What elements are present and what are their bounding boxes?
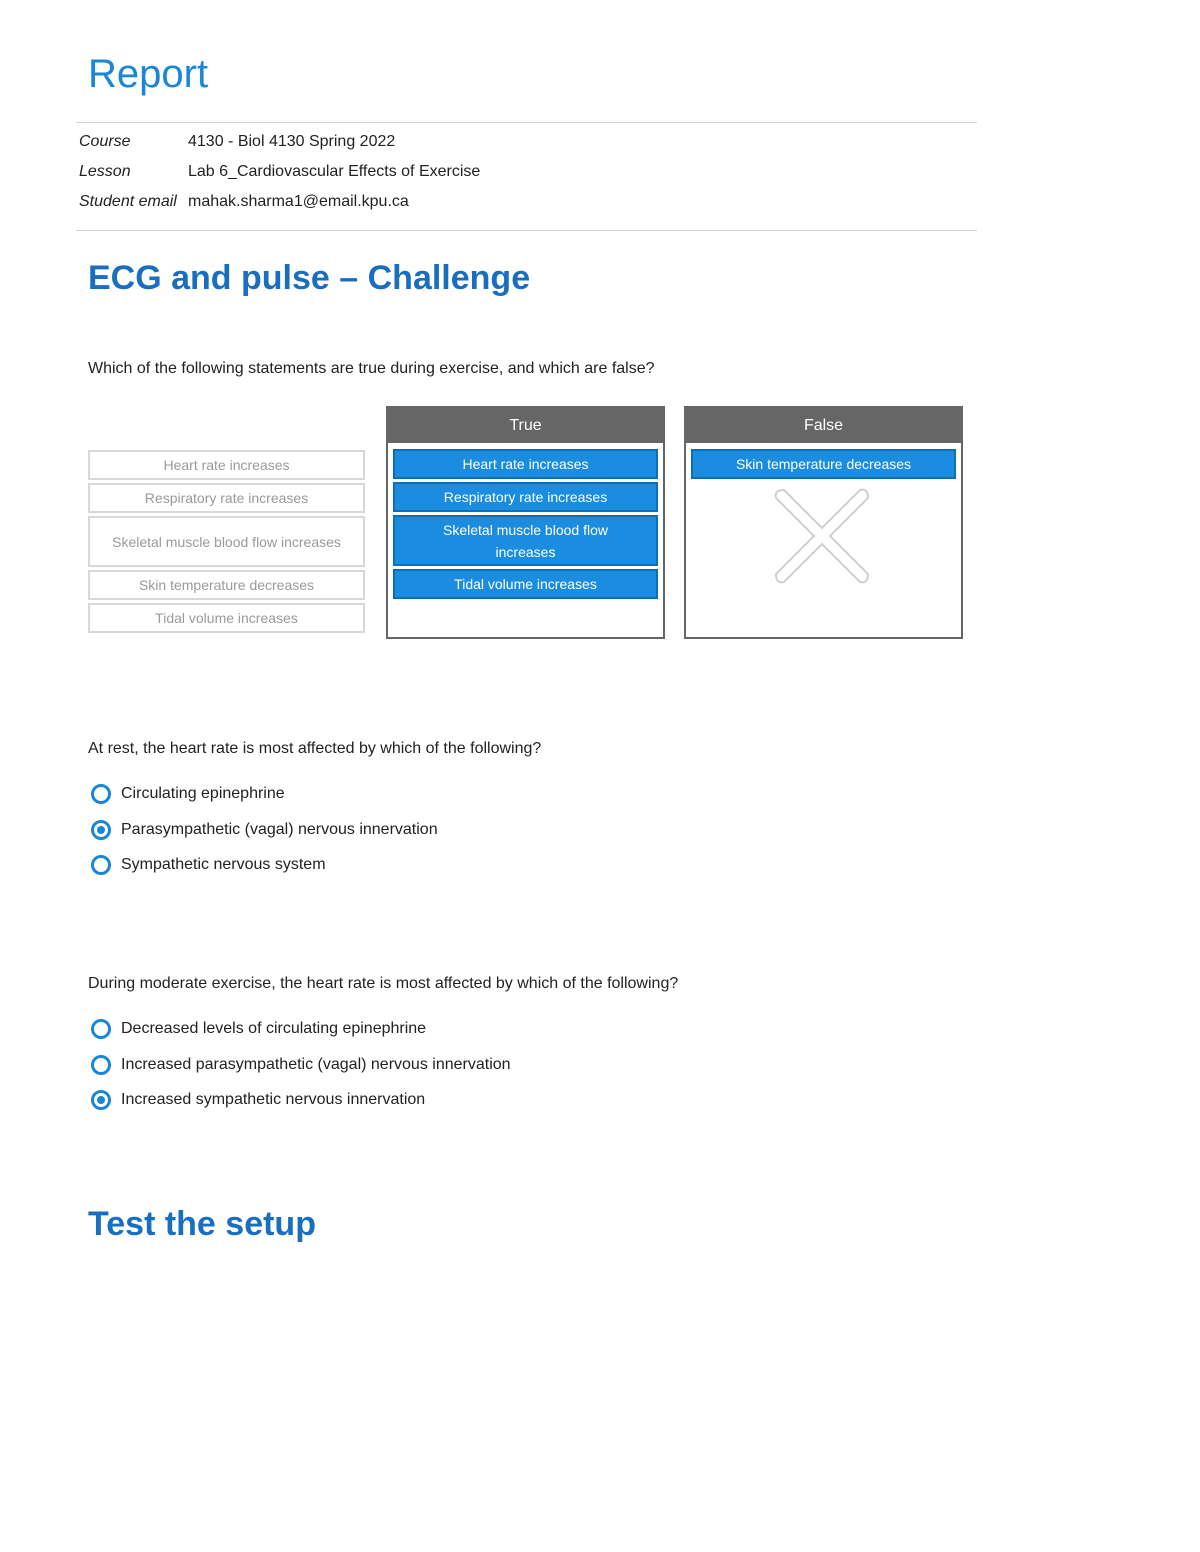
radio-unchecked-icon[interactable] <box>91 784 111 804</box>
false-bucket-item[interactable]: Skin temperature decreases <box>691 449 956 479</box>
source-item[interactable]: Tidal volume increases <box>88 603 365 633</box>
exercise-question: During moderate exercise, the heart rate is most affected by which of the following? <box>88 975 679 992</box>
radio-unchecked-icon[interactable] <box>91 1055 111 1075</box>
true-bucket[interactable] <box>386 406 665 639</box>
true-bucket-item[interactable]: Respiratory rate increases <box>393 482 658 512</box>
true-bucket-item[interactable]: Tidal volume increases <box>393 569 658 599</box>
radio-option[interactable] <box>91 784 285 804</box>
source-item[interactable]: Skin temperature decreases <box>88 570 365 600</box>
radio-option[interactable] <box>91 1090 425 1110</box>
sort-question: Which of the following statements are true during exercise, and which are false? <box>88 360 655 377</box>
divider <box>76 230 977 231</box>
lesson-value: Lab 6_Cardiovascular Effects of Exercise <box>188 163 481 180</box>
true-bucket-item[interactable]: Heart rate increases <box>393 449 658 479</box>
email-label: Student email <box>79 193 177 210</box>
source-item[interactable]: Skeletal muscle blood flow increases <box>88 516 365 567</box>
radio-checked-icon[interactable] <box>91 820 111 840</box>
false-bucket[interactable] <box>684 406 963 639</box>
radio-label: Parasympathetic (vagal) nervous innervation <box>121 821 438 838</box>
rest-question: At rest, the heart rate is most affected by which of the following? <box>88 740 542 757</box>
section-heading-setup: Test the setup <box>88 1205 316 1243</box>
meta-email-row <box>79 187 480 217</box>
radio-label: Decreased levels of circulating epinephrine <box>121 1020 427 1037</box>
report-title: Report <box>88 52 209 96</box>
false-bucket-header: False <box>686 408 961 443</box>
meta-course-row <box>79 127 480 157</box>
radio-label: Sympathetic nervous system <box>121 856 326 873</box>
radio-label: Increased sympathetic nervous innervation <box>121 1091 426 1108</box>
true-bucket-item[interactable]: Skeletal muscle blood flow increases <box>393 515 658 566</box>
section-heading-ecg: ECG and pulse – Challenge <box>88 259 531 297</box>
course-value: 4130 - Biol 4130 Spring 2022 <box>188 133 396 150</box>
radio-option[interactable] <box>91 1055 511 1075</box>
radio-checked-icon[interactable] <box>91 1090 111 1110</box>
email-value: mahak.sharma1@email.kpu.ca <box>188 193 409 210</box>
course-label: Course <box>79 133 131 150</box>
source-item[interactable]: Respiratory rate increases <box>88 483 365 513</box>
radio-unchecked-icon[interactable] <box>91 1019 111 1039</box>
report-meta <box>79 127 480 217</box>
true-bucket-header: True <box>388 408 663 443</box>
radio-label: Circulating epinephrine <box>121 785 285 802</box>
cross-icon <box>774 488 870 584</box>
lesson-label: Lesson <box>79 163 131 180</box>
radio-option[interactable] <box>91 855 326 875</box>
radio-unchecked-icon[interactable] <box>91 855 111 875</box>
divider <box>76 122 977 123</box>
radio-option[interactable] <box>91 820 438 840</box>
radio-option[interactable] <box>91 1019 426 1039</box>
meta-lesson-row <box>79 157 480 187</box>
source-item[interactable]: Heart rate increases <box>88 450 365 480</box>
radio-label: Increased parasympathetic (vagal) nervous innervation <box>121 1056 511 1073</box>
